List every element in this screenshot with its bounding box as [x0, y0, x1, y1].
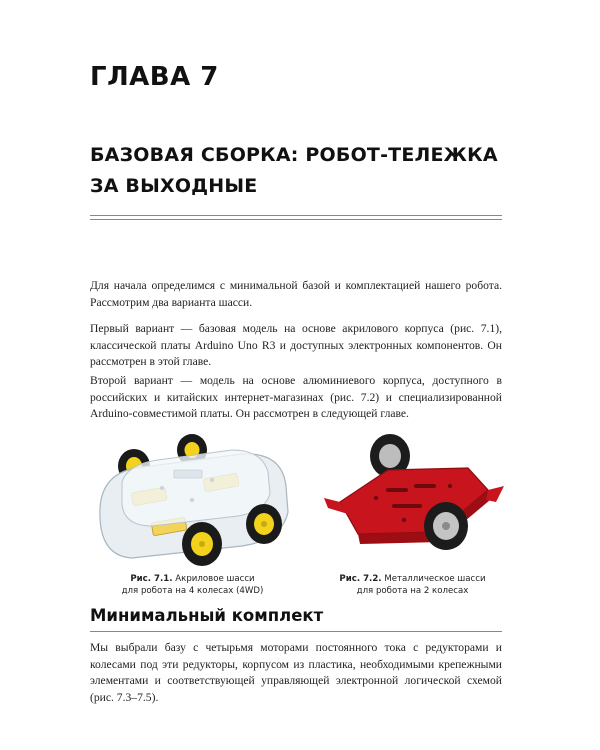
acrylic-chassis-image — [92, 428, 292, 570]
figure-7-1-label: Рис. 7.1. — [130, 574, 173, 584]
section-rule — [90, 631, 502, 632]
figure-7-1-caption-line-1: Акриловое шасси — [175, 574, 255, 584]
figure-7-1-caption-line-2: для робота на 4 колесах (4WD) — [121, 586, 264, 596]
figure-7-2-caption — [320, 573, 505, 597]
figure-7-1-caption — [100, 573, 285, 597]
section-heading: Минимальный комплект — [90, 606, 324, 625]
title-rule-bottom — [90, 219, 502, 220]
paragraph-minimal-kit: Мы выбрали базу с четырьмя моторами постоянного тока с редукторами и колесами под эти редукторы, корпусом из пластика, необходимыми крепежными элементами и соответствующей управляющей электронной логической схемой (рис. 7.3–7.5). — [90, 641, 502, 704]
paragraph-intro: Для начала определимся с минимальной базой и комплектацией нашего робота. Рассмотрим два варианта шасси. — [90, 279, 502, 309]
title-rule-top — [90, 215, 502, 216]
chapter-title-line-2: ЗА ВЫХОДНЫЕ — [90, 175, 258, 197]
chapter-number: ГЛАВА 7 — [90, 62, 219, 92]
figure-7-2-label: Рис. 7.2. — [339, 574, 382, 584]
chapter-title — [90, 140, 510, 202]
figure-7-2-caption-line-2: для робота на 2 колесах — [356, 586, 469, 596]
paragraph-second-variant: Второй вариант — модель на основе алюминиевого корпуса, доступного в российских и китайских интернет-магазинах (рис. 7.2) и специализированной Arduino-совместимой платы. Он рассмотрен в следующей главе. — [90, 374, 502, 421]
chapter-title-line-1: БАЗОВАЯ СБОРКА: РОБОТ-ТЕЛЕЖКА — [90, 144, 498, 166]
paragraph-first-variant: Первый вариант — базовая модель на основе акрилового корпуса (рис. 7.1), классической платы Arduino Uno R3 и доступных электронных компонентов. Он рассмотрен в этой главе. — [90, 322, 502, 369]
figure-7-2-caption-line-1: Металлическое шасси — [384, 574, 486, 584]
metal-chassis-image — [318, 428, 508, 570]
